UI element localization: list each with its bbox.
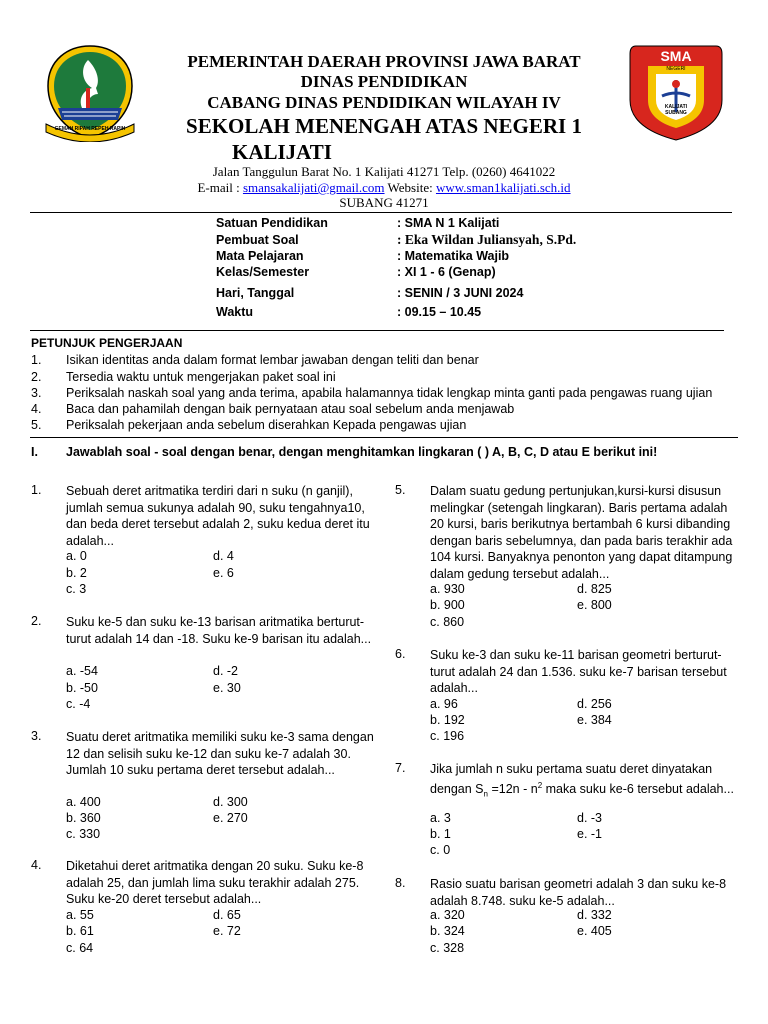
info-label-hari: Hari, Tanggal [216,286,295,300]
question-number: 7. [395,761,406,775]
header-department: DINAS PENDIDIKAN [300,72,468,91]
option-c[interactable]: c. -4 [66,697,91,711]
instruction-num: 2. [31,370,42,384]
info-value-waktu: : 09.15 – 10.45 [397,305,482,319]
instruction-text: Tersedia waktu untuk mengerjakan paket soal ini [66,370,336,384]
instruction-text: Periksalah pekerjaan anda sebelum diserahkan Kepada pengawas ujian [66,418,467,432]
question-text: Diketahui deret aritmatika dengan 20 suku. Suku ke-8 adalah 25, dan jumlah lima suku terakhir adalah 275. Suku ke-20 deret tersebut adalah... [66,859,364,906]
option-c[interactable]: c. 328 [430,941,465,955]
option-e[interactable]: e. 72 [213,924,241,938]
option-d[interactable]: d. -3 [577,811,603,825]
header-postal: SUBANG 41271 [339,195,429,210]
option-a[interactable]: a. -54 [66,664,98,678]
question-superscript: 2 [537,780,543,790]
question-number: 5. [395,483,406,497]
info-label-mapel: Mata Pelajaran [216,249,304,263]
header-school-name: SEKOLAH MENENGAH ATAS NEGERI 1 [186,114,582,138]
option-a[interactable]: a. 320 [430,908,465,922]
option-e[interactable]: e. 384 [577,713,612,727]
option-b[interactable]: b. -50 [66,681,98,695]
email-label: E-mail : [197,180,240,195]
option-b[interactable]: b. 1 [430,827,451,841]
info-value-kelas: : XI 1 - 6 (Genap) [397,265,496,279]
instruction-num: 4. [31,402,42,416]
info-label-pembuat: Pembuat Soal [216,233,299,247]
website-label: Website: [387,180,433,195]
option-e[interactable]: e. 30 [213,681,241,695]
info-value-satuan: : SMA N 1 Kalijati [397,216,500,230]
info-value-pembuat: : Eka Wildan Juliansyah, S.Pd. [397,232,577,247]
email-link[interactable]: smansakalijati@gmail.com [242,180,385,195]
instruction-text: Periksalah naskah soal yang anda terima, apabila halamannya tidak lengkap minta ganti pada pengawas ruang ujian [66,386,713,400]
instruction-text: Baca dan pahamilah dengan baik pernyataan atau soal sebelum anda menjawab [66,402,515,416]
option-a[interactable]: a. 55 [66,908,94,922]
option-e[interactable]: e. 6 [213,566,234,580]
option-a[interactable]: a. 3 [430,811,451,825]
section-instruction: Jawablah soal - soal dengan benar, dengan menghitamkan lingkaran ( ) A, B, C, D atau E berikut ini! [66,445,658,459]
instructions-title: PETUNJUK PENGERJAAN [31,336,183,350]
question-text: Suku ke-3 dan suku ke-11 barisan geometri berturut-turut adalah 24 dan 1.536. suku ke-7 barisan tersebut adalah... [430,648,727,695]
option-a[interactable]: a. 0 [66,549,87,563]
question-number: 2. [31,614,42,628]
option-c[interactable]: c. 0 [430,843,451,857]
right-logo-negeri: NEGERI [666,66,686,72]
option-b[interactable]: b. 324 [430,924,465,938]
option-e[interactable]: e. 405 [577,924,612,938]
option-b[interactable]: b. 2 [66,566,87,580]
option-d[interactable]: d. 300 [213,795,248,809]
header-government: PEMERINTAH DAERAH PROVINSI JAWA BARAT [187,52,581,71]
question-number: 8. [395,876,406,890]
info-value-hari: : SENIN / 3 JUNI 2024 [397,286,524,300]
option-b[interactable]: b. 360 [66,811,101,825]
option-d[interactable]: d. 4 [213,549,234,563]
option-a[interactable]: a. 930 [430,582,465,596]
instruction-num: 3. [31,386,42,400]
option-d[interactable]: d. 825 [577,582,612,596]
question-text-part: =12n - n [487,781,538,796]
option-c[interactable]: c. 196 [430,729,465,743]
option-a[interactable]: a. 96 [430,697,458,711]
right-logo-sma: SMA [660,48,692,64]
question-text: Sebuah deret aritmatika terdiri dari n suku (n ganjil), jumlah semua sukunya adalah 90, suku tengahnya10, dan beda deret tersebut adalah 2, suku kedua deret itu adalah... [66,484,370,548]
question-number: 1. [31,483,42,497]
question-number: 4. [31,858,42,872]
info-label-satuan: Satuan Pendidikan [216,216,328,230]
option-a[interactable]: a. 400 [66,795,101,809]
instruction-num: 5. [31,418,42,432]
option-c[interactable]: c. 3 [66,582,87,596]
option-e[interactable]: e. -1 [577,827,603,841]
question-text: Rasio suatu barisan geometri adalah 3 dan suku ke-8 adalah 8.748. suku ke-5 adalah... [430,877,727,908]
instruction-text: Isikan identitas anda dalam format lembar jawaban dengan teliti dan benar [66,353,479,367]
info-label-kelas: Kelas/Semester [216,265,310,279]
info-label-waktu: Waktu [216,305,254,319]
header-contacts [0,180,768,196]
question-subscript: n [483,789,488,799]
option-e[interactable]: e. 270 [213,811,248,825]
question-text [430,761,740,803]
option-c[interactable]: c. 860 [430,615,465,629]
instructions-divider [30,437,738,438]
right-logo-bottom: KALIJATI SUBANG [664,104,688,116]
section-number: I. [31,445,38,459]
info-divider [30,330,724,331]
option-d[interactable]: d. 332 [577,908,612,922]
question-text-part: maka suku ke-6 tersebut adalah... [542,781,734,796]
website-link[interactable]: www.sman1kalijati.sch.id [435,180,571,195]
header-school-city: KALIJATI [232,140,332,164]
option-c[interactable]: c. 330 [66,827,101,841]
question-text: Suatu deret aritmatika memiliki suku ke-3 sama dengan 12 dan selisih suku ke-12 dan suku ke-7 adalah 30. Jumlah 10 suku pertama deret tersebut adalah... [66,730,374,777]
option-e[interactable]: e. 800 [577,598,612,612]
left-logo-motto: GEMAH RIPAH REPEH RAPIH [54,126,126,132]
question-text-part: Jika jumlah n suku pertama suatu deret dinyatakan dengan S [430,762,713,796]
header-branch: CABANG DINAS PENDIDIKAN WILAYAH IV [207,93,561,112]
question-text: Dalam suatu gedung pertunjukan,kursi-kursi disusun melingkar (setengah lingkaran). Baris pertama adalah 20 kursi, baris berikutnya bertambah 6 kursi dibanding dengan baris sebelumnya, dan pada baris terakhir ada 104 kursi. Banyaknya penonton yang dapat ditampung dalam gedung tersebut adalah... [430,484,733,581]
question-number: 3. [31,729,42,743]
option-d[interactable]: d. 256 [577,697,612,711]
option-c[interactable]: c. 64 [66,941,94,955]
header-divider [30,212,732,213]
question-number: 6. [395,647,406,661]
option-d[interactable]: d. -2 [213,664,239,678]
option-d[interactable]: d. 65 [213,908,241,922]
info-value-mapel: : Matematika Wajib [397,249,510,263]
option-b[interactable]: b. 192 [430,713,465,727]
option-b[interactable]: b. 61 [66,924,94,938]
instruction-num: 1. [31,353,42,367]
question-text: Suku ke-5 dan suku ke-13 barisan aritmatika berturut-turut adalah 14 dan -18. Suku ke-9 barisan itu adalah... [66,615,372,646]
option-b[interactable]: b. 900 [430,598,465,612]
header-address: Jalan Tanggulun Barat No. 1 Kalijati 41271 Telp. (0260) 4641022 [212,164,556,179]
